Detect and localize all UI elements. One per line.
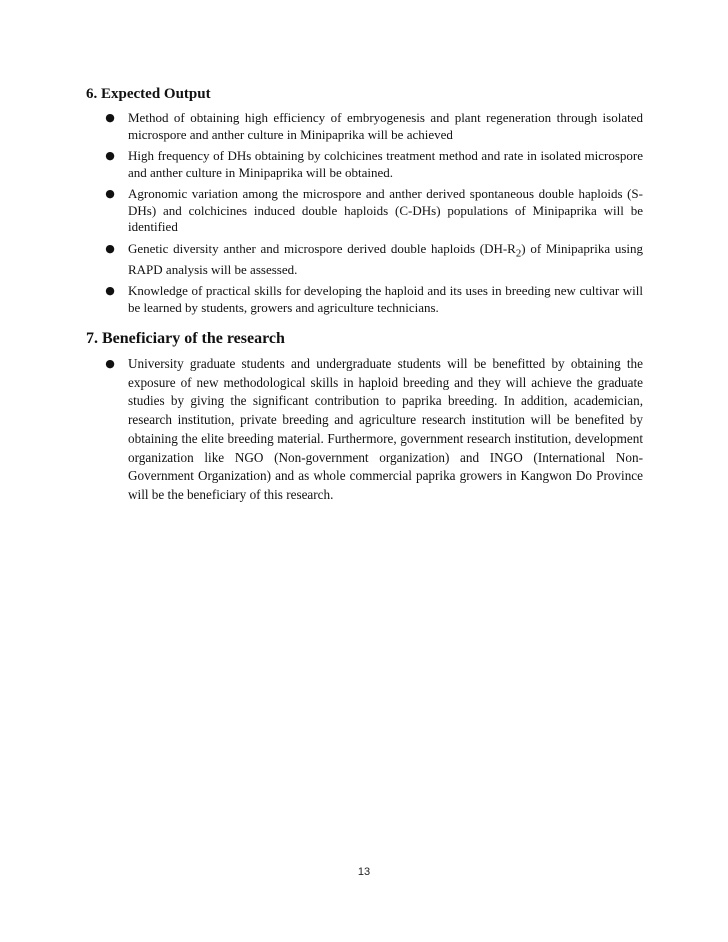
bullet-icon: ● xyxy=(105,111,115,124)
list-item xyxy=(103,110,643,143)
bullet-icon: ● xyxy=(105,284,115,298)
list-item-text: Agronomic variation among the microspore and anther derived spontaneous double haploids (S-DHs) and colchicines induced double haploids (C-DHs) populations of Minipaprika will be identified xyxy=(128,186,643,234)
expected-output-list xyxy=(103,110,643,321)
list-item xyxy=(103,355,643,505)
list-item-text: Method of obtaining high efficiency of embryogenesis and plant regeneration through isolated microspore and anther culture in Minipaprika will be achieved xyxy=(128,110,643,142)
page-number: 13 xyxy=(357,866,371,878)
list-item-text-after: ) of Minipaprika using RAPD analysis will be assessed. xyxy=(128,240,644,277)
subscript-text: 2 xyxy=(515,247,522,260)
list-item xyxy=(103,241,643,279)
bullet-icon: ● xyxy=(105,241,115,255)
section-title-expected-output: 6. Expected Output xyxy=(86,86,211,102)
beneficiary-list xyxy=(103,355,643,505)
list-item xyxy=(103,283,643,316)
list-item xyxy=(103,186,643,236)
section-title-beneficiary: 7. Beneficiary of the research xyxy=(86,330,285,347)
list-item xyxy=(103,148,643,181)
list-item-text-before: Genetic diversity anther and microspore derived double haploids (DH-R xyxy=(128,240,516,256)
list-item-text: University graduate students and undergraduate students will be benefitted by obtaining the exposure of new methodological skills in haploid breeding and they will achieve the graduate studies by giving the significant contribution to paprika breeding. In addition, academician, research institution, private breeding and agriculture research institution will be benefited by obtaining the elite breeding material. Furthermore, government research institution, development organization like NGO (Non-government organization) and INGO (International Non-Government Organization) and as whole commercial paprika growers in Kangwon Do Province will be the beneficiary of this research. xyxy=(128,356,643,502)
bullet-icon: ● xyxy=(105,187,115,200)
bullet-icon: ● xyxy=(105,357,115,370)
bullet-icon: ● xyxy=(105,149,115,162)
list-item-text: High frequency of DHs obtaining by colchicines treatment method and rate in isolated microspore and anther culture in Minipaprika will be obtained. xyxy=(128,148,643,180)
list-item-text: Knowledge of practical skills for developing the haploid and its uses in breeding new cultivar will be learned by students, growers and agriculture technicians. xyxy=(128,283,643,315)
